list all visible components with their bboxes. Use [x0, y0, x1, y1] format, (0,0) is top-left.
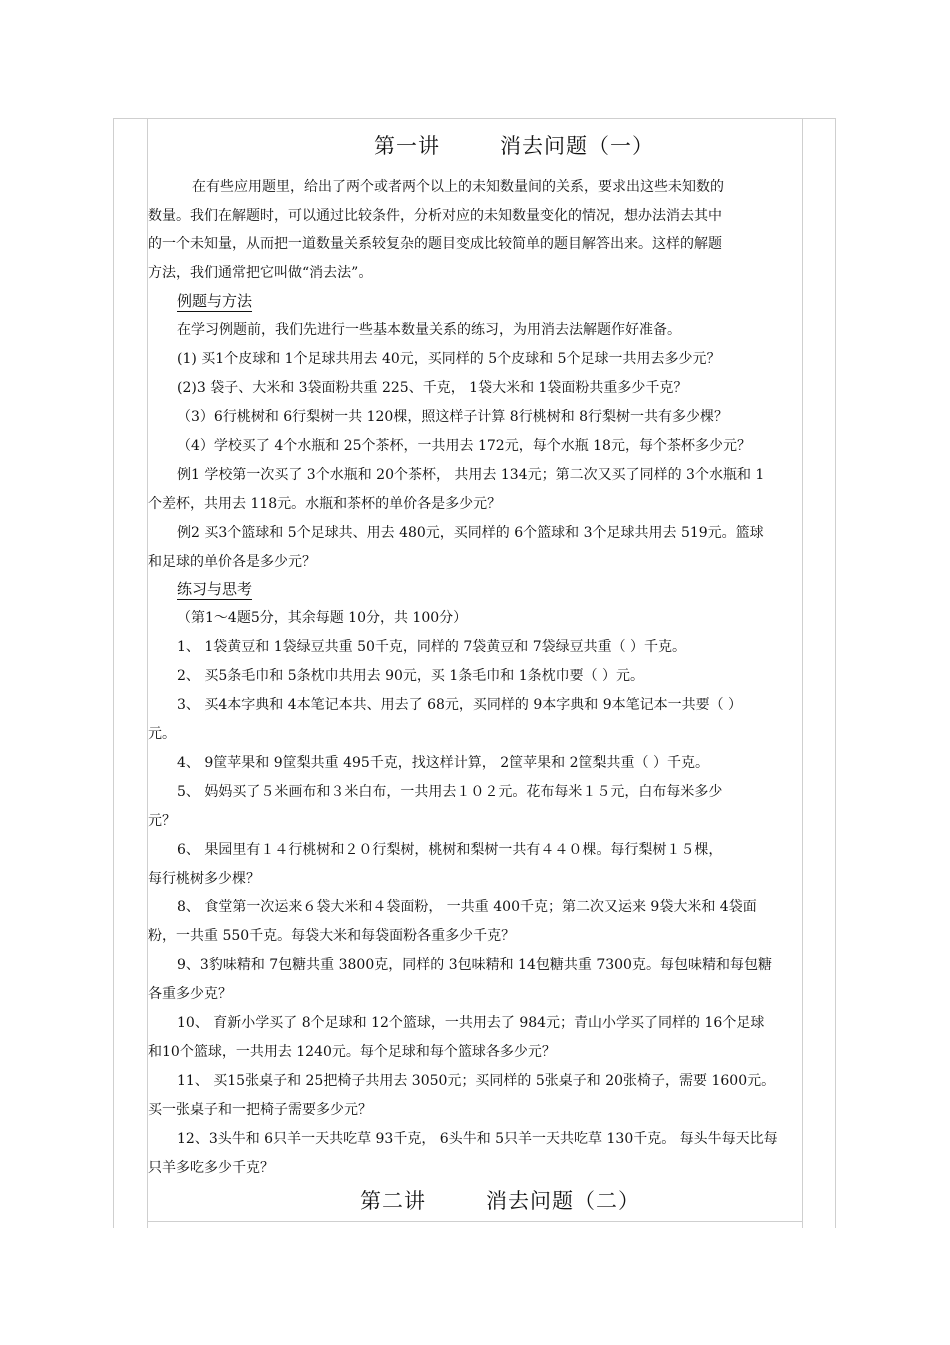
warmup-1: (1) 买1个皮球和 1个足球共用去 40元，买同样的 5个皮球和 5个足球一共用去多少元？	[177, 351, 721, 367]
question-10-line-2: 和10个篮球，一共用去 1240元。每个足球和每个篮球各多少元？	[148, 1044, 556, 1060]
intro-line-4: 方法，我们通常把它叫做“消去法”。	[148, 265, 373, 281]
lecture1-number: 第一讲	[374, 134, 440, 158]
question-4: 4、 9筐苹果和 9筐梨共重 495千克，找这样计算， 2筐苹果和 2筐梨共重（ ）千克。	[177, 755, 709, 771]
question-9-line-2: 各重多少克？	[148, 986, 232, 1002]
intro-line-3: 的一个未知量，从而把一道数量关系较复杂的题目变成比较简单的题目解答出来。这样的解题	[148, 236, 722, 252]
example2-line-1: 例2 买3个篮球和 5个足球共、用去 480元，买同样的 6个篮球和 3个足球共用去 519元。篮球	[177, 525, 764, 541]
question-5-line-2: 元？	[148, 813, 176, 829]
question-3-line-2: 元。	[148, 726, 176, 742]
question-11-line-1: 11、 买15张桌子和 25把椅子共用去 3050元；买同样的 5张桌子和 20张椅子，需要 1600元。	[177, 1073, 776, 1089]
question-2: 2、 买5条毛巾和 5条枕巾共用去 90元，买 1条毛巾和 1条枕巾要（ ）元。	[177, 668, 645, 684]
lecture1-name: 消去问题（一）	[500, 134, 654, 158]
frame-left-outer-line	[113, 118, 114, 1228]
lecture2-name: 消去问题（二）	[486, 1189, 640, 1213]
question-10-line-1: 10、 育新小学买了 8个足球和 12个篮球，一共用去了 984元；青山小学买了同样的 16个足球	[177, 1015, 765, 1031]
practice-scoring: （第1～4题5分，其余每题 10分，共 100分）	[177, 610, 468, 626]
question-8-line-2: 粉，一共重 550千克。每袋大米和每袋面粉各重多少千克？	[148, 928, 516, 944]
intro-line-2: 数量。我们在解题时，可以通过比较条件，分析对应的未知数量变化的情况，想办法消去其中	[148, 208, 722, 224]
warmup-3: （3）6行桃树和 6行梨树一共 120棵，照这样子计算 8行桃树和 8行梨树一共有多少棵？	[177, 409, 729, 425]
warmup-4: （4）学校买了 4个水瓶和 25个茶杯，一共用去 172元，每个水瓶 18元，每个茶杯多少元？	[177, 438, 751, 454]
question-5-line-1: 5、 妈妈买了５米画布和３米白布，一共用去１０２元。花布每米１５元，白布每米多少	[177, 784, 723, 800]
example-lead: 在学习例题前，我们先进行一些基本数量关系的练习，为用消去法解题作好准备。	[177, 322, 681, 338]
question-12-line-1: 12、3头牛和 6只羊一天共吃草 93千克， 6头牛和 5只羊一天共吃草 130千克。 每头牛每天比每	[177, 1131, 778, 1147]
question-6-line-1: 6、 果园里有１４行桃树和２０行梨树，桃树和梨树一共有４４０棵。每行梨树１５棵，	[177, 842, 723, 858]
example2-line-2: 和足球的单价各是多少元？	[148, 554, 316, 570]
example1-line-2: 个差杯，共用去 118元。水瓶和茶杯的单价各是多少元？	[148, 496, 502, 512]
question-6-line-2: 每行桃树多少棵？	[148, 871, 260, 887]
practice-section-heading: 练习与思考	[177, 580, 253, 598]
example1-line-1: 例1 学校第一次买了 3个水瓶和 20个茶杯， 共用去 134元；第二次又买了同样的 3个水瓶和 1	[177, 467, 765, 483]
lecture1-title	[374, 130, 654, 160]
lecture2-title	[360, 1185, 640, 1215]
question-3-line-1: 3、 买4本字典和 4本笔记本共、用去了 68元，买同样的 9本字典和 9本笔记本一共要（ ）	[177, 697, 743, 713]
question-12-line-2: 只羊多吃多少千克？	[148, 1160, 274, 1176]
frame-bottom-line	[147, 1221, 803, 1222]
example-section-heading: 例题与方法	[177, 292, 253, 310]
frame-top-line	[113, 118, 835, 119]
lecture2-number: 第二讲	[360, 1189, 426, 1213]
question-1: 1、 1袋黄豆和 1袋绿豆共重 50千克，同样的 7袋黄豆和 7袋绿豆共重（ ）千克。	[177, 639, 687, 655]
question-11-line-2: 买一张桌子和一把椅子需要多少元？	[148, 1102, 372, 1118]
question-8-line-1: 8、 食堂第一次运来６袋大米和４袋面粉， 一共重 400千克；第二次又运来 9袋大米和 4袋面	[177, 899, 757, 915]
question-9-line-1: 9、3豹味精和 7包糖共重 3800克，同样的 3包味精和 14包糖共重 7300克。每包味精和每包糖	[177, 957, 772, 973]
warmup-2: (2)3 袋子、大米和 3袋面粉共重 225、千克， 1袋大米和 1袋面粉共重多少千克？	[177, 380, 688, 396]
intro-line-1: 在有些应用题里，给出了两个或者两个以上的未知数量间的关系，要求出这些未知数的	[192, 179, 724, 195]
